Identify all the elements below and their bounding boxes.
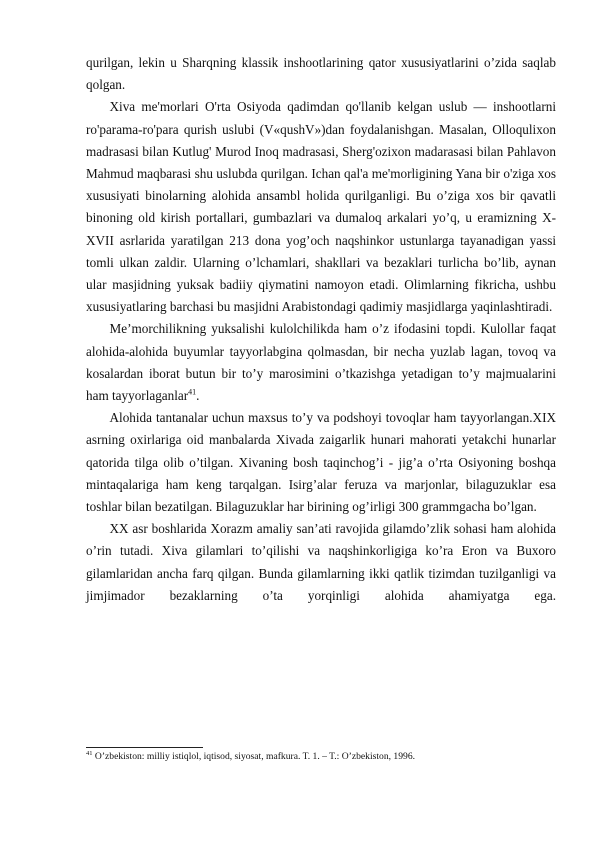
footnote-number: 41 (86, 749, 93, 757)
page-body (86, 52, 556, 607)
paragraph-pottery (86, 318, 556, 407)
footnote-reference-suffix: . (196, 388, 200, 404)
footnote (86, 750, 556, 763)
footnote-divider (86, 747, 203, 748)
paragraph-xiva-architects: Xiva me'morlari O'rta Osiyoda qadimdan qo'llanib kelgan uslub — inshootlarni ro'parama-ro'para qurish uslubi (V«qushV»)dan foydalanishgan. Masalan, Olloqulixon madrasasi bilan Kutlug' Murod Inoq madrasasi, Sherg'ozixon madarasasi bilan Pahlavon Mahmud maqbarasi shu uslubda qurilgan. Ichan qal'a me'morligining Yana bir o'ziga xos xususiyati binolarning alohida ansambl holida qurilganligi. Bu o’ziga xos bir qavatli binoning old kirish portallari, gumbazlari va dumaloq arkalari yo’q, u eramizning X- XVII asrlarida yaratilgan 213 dona yog’och naqshinkor ustunlarga tayanadigan yassi tomli ulkan zaldir. Ularning o’lchamlari, shakllari va bezaklari turlicha bo’lib, aynan ular masjidning yuksak badiiy qiymatini namoyon etadi. Olimlarning fikricha, ushbu xususiyatlaring barchasi bu masjidni Arabistondagi qadimiy masjidlarga yaqinlashtiradi. (86, 99, 556, 315)
paragraph-carpets: XX asr boshlarida Xorazm amaliy san’ati ravojida gilamdo’zlik sohasi ham alohida o’rin tutadi. Xiva gilamlari to’qilishi va naqshinkorligiga ko’ra Eron va Buxoro gilamlaridan ancha farq qilgan. Bunda gilamlarning ikki qatlik tizimdan tuzilganligi va jimjimador bezaklarning o’ta yorqinligi alohida ahamiyatga ega. (86, 521, 556, 603)
footnote-reference[interactable]: 41 (188, 387, 197, 397)
footnote-text: O’zbekiston: milliy istiqlol, iqtisod, siyosat, mafkura. T. 1. – T.: O’zbekiston, 1996. (92, 751, 416, 762)
paragraph-continuation: qurilgan, lekin u Sharqning klassik inshootlarining qator xususiyatlarini o’zida saqlab qolgan. (86, 55, 556, 93)
paragraph-jewelry: Alohida tantanalar uchun maxsus to’y va podshoyi tovoqlar ham tayyorlangan.XIX asrning oxirlariga oid manbalarda Xivada zaigarlik hunari mahorati yetakchi hunarlar qatorida tilga olib o’tilgan. Xivaning bosh taqinchog’i - jig’a o’rta Osiyoning boshqa mintaqalariga ham keng tarqalgan. Isirg’alar feruza va marjonlar, bilaguzuklar esa toshlar bilan bezatilgan. Bilaguzuklar har birining og’irligi 300 grammgacha bo’lgan. (86, 410, 556, 515)
paragraph-pottery-text: Me’morchilikning yuksalishi kulolchilikda ham o’z ifodasini topdi. Kulollar faqat alohida-alohida buyumlar tayyorlabgina qolmasdan, bir necha yuzlab lagan, tovoq va kosalardan iborat butun bir to’y marosimini o’tkazishga yetadigan to’y majmualarini ham tayyorlaganlar (86, 321, 556, 404)
